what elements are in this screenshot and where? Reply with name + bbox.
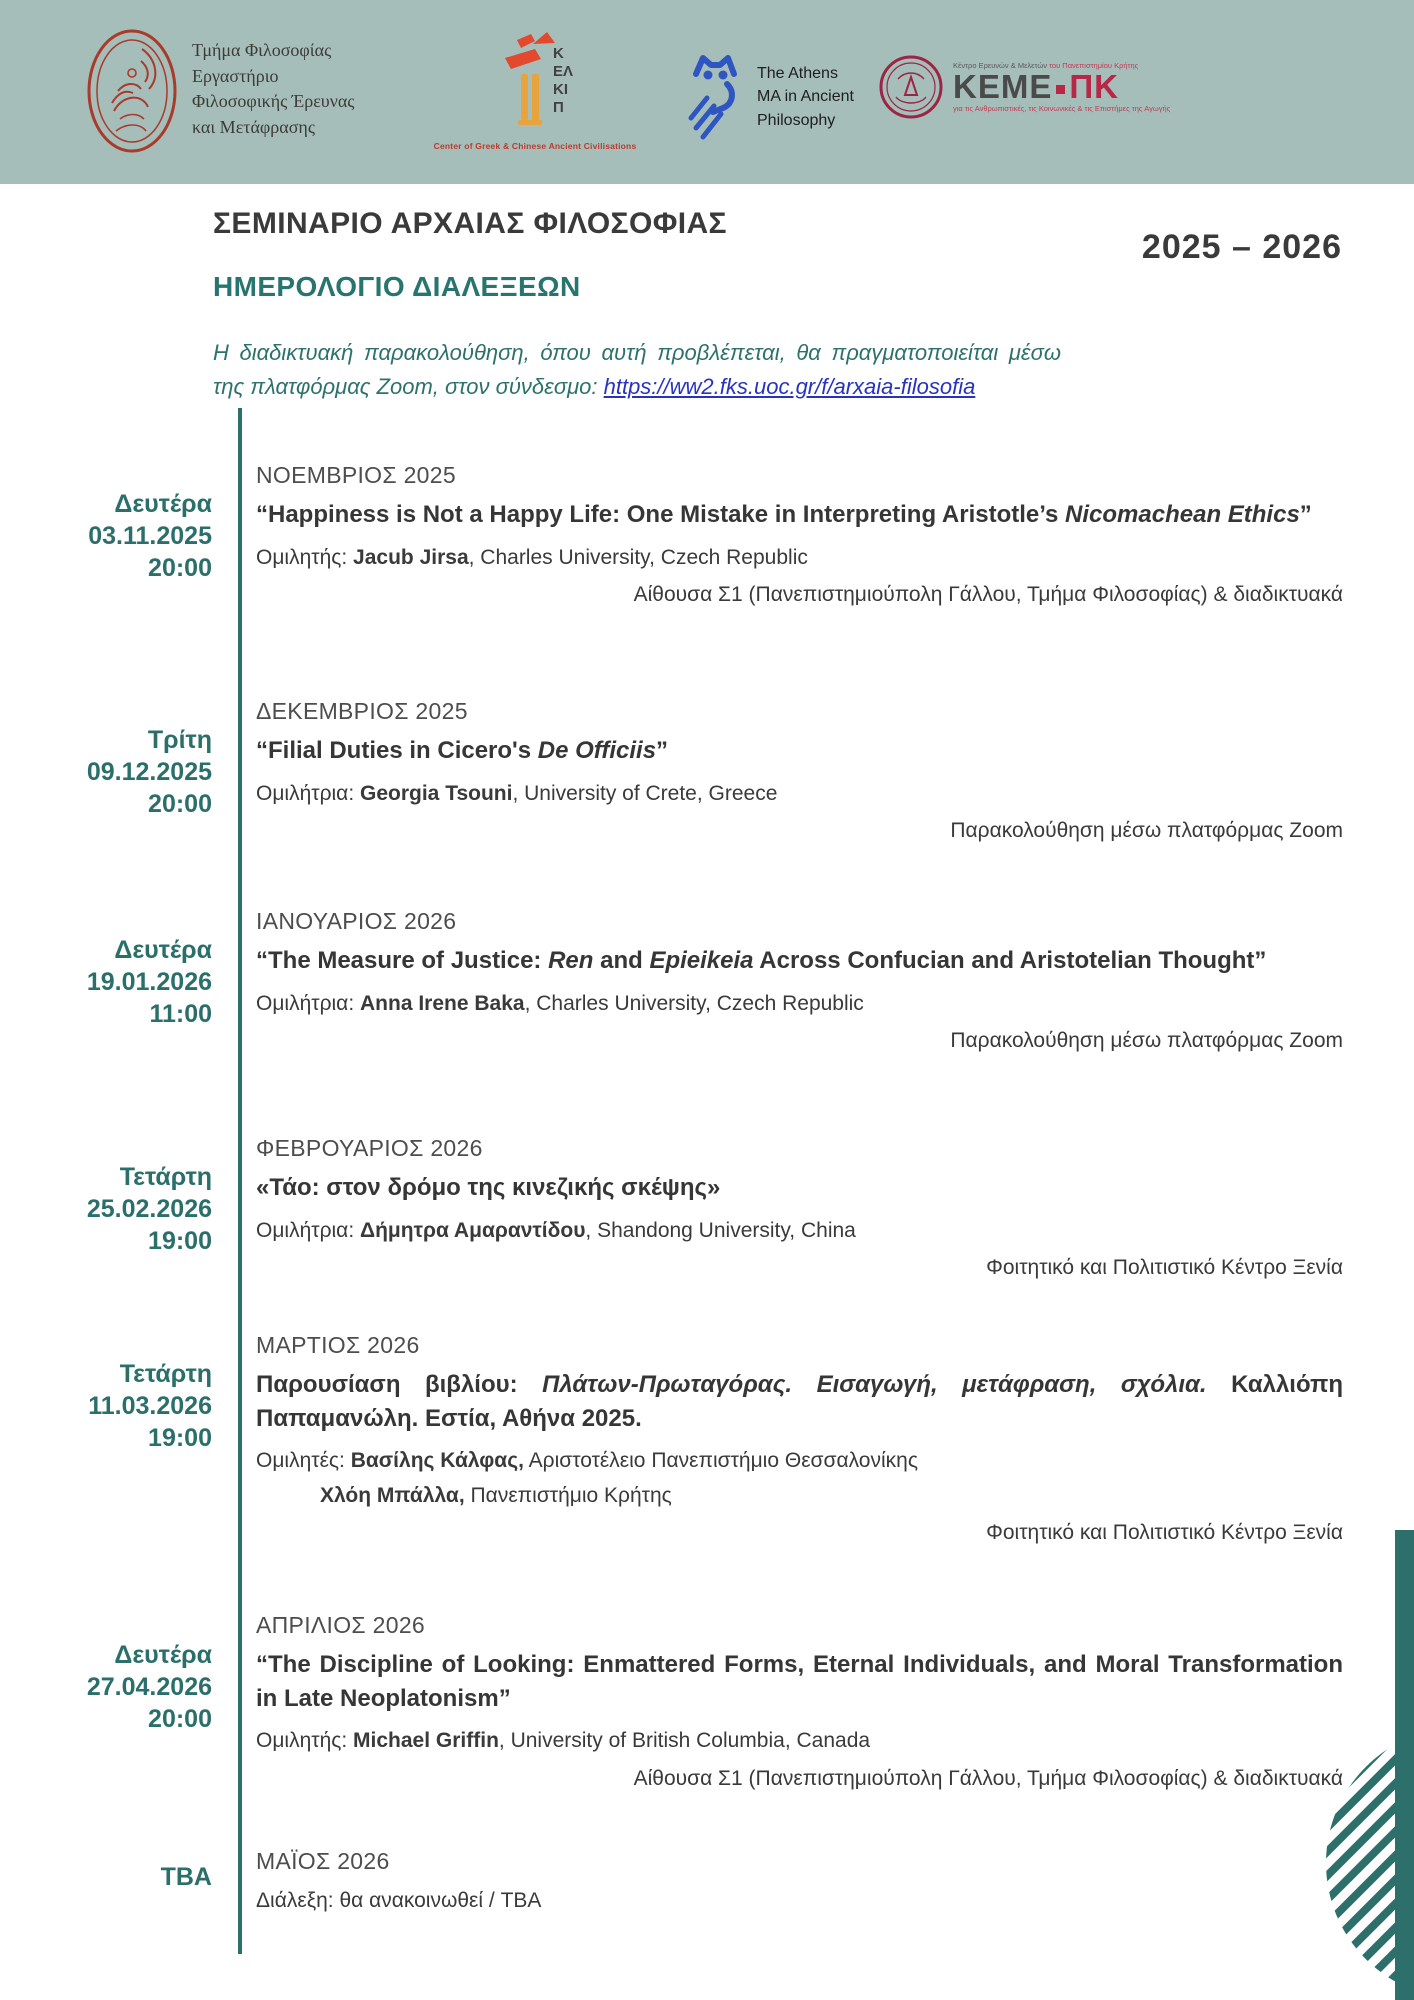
keme-separator-icon xyxy=(1056,85,1065,94)
event-speaker-line: Ομιλήτρια: Δήμητρα Αμαραντίδου, Shandong University, China xyxy=(256,1218,856,1242)
event-date-line: TBA xyxy=(160,1863,212,1891)
event-date-line: 19.01.2026 xyxy=(86,967,212,996)
event-speaker-line: Ομιλητής: Michael Griffin, University of British Columbia, Canada xyxy=(256,1729,871,1753)
event-speakers xyxy=(256,1886,1343,1916)
uoc-line: Εργαστήριο xyxy=(192,65,279,86)
uoc-line: και Μετάφρασης xyxy=(192,116,315,137)
keme-label xyxy=(953,61,1170,114)
event-title: “The Measure of Justice: Ren and Epieikeia Across Confucian and Aristotelian Thought” xyxy=(256,947,1267,974)
philosophy-department-label xyxy=(192,38,354,140)
academic-year: 2025 – 2026 xyxy=(1141,228,1342,266)
event-date-line: 19:00 xyxy=(148,1226,212,1255)
event-date xyxy=(0,462,212,607)
uoc-line: Φιλοσοφικής Έρευνας xyxy=(192,91,355,112)
event-date xyxy=(0,908,212,1053)
event-date-line: 11:00 xyxy=(149,999,212,1028)
event-venue: Αίθουσα Σ1 (Πανεπιστημιούπολη Γάλλου, Τμήμα Φιλοσοφίας) & διαδικτυακά xyxy=(633,1766,1343,1790)
svg-text:ΚΕΛΚΙΠ: Κ ΕΛ ΚΙ Π xyxy=(553,45,574,116)
event-speakers xyxy=(256,779,1343,809)
event-date-line: Τετάρτη xyxy=(119,1163,212,1191)
event-date-line: 25.02.2026 xyxy=(86,1194,212,1223)
event-date-line: Τρίτη xyxy=(147,726,212,754)
intro-text: Η διαδικτυακή παρακολούθηση, όπου αυτή προβλέπεται, θα πραγματοποιείται μέσω της πλατφόρμας Zoom, στον σύνδεσμο: xyxy=(213,340,1061,400)
event-body xyxy=(256,1612,1343,1791)
event-date-line: 20:00 xyxy=(148,789,212,818)
event-venue: Παρακολούθηση μέσω πλατφόρμας Zoom xyxy=(950,1029,1343,1053)
event-body xyxy=(256,462,1343,607)
event-body xyxy=(256,698,1343,843)
event-date-line: 20:00 xyxy=(148,553,212,582)
event-date xyxy=(0,1612,212,1791)
page-subtitle: ΗΜΕΡΟΛΟΓΙΟ ΔΙΑΛΕΞΕΩΝ xyxy=(213,271,581,302)
event-date-line: Δευτέρα xyxy=(114,936,212,964)
event-speaker-line: Ομιλητής: Jacub Jirsa, Charles University, Czech Republic xyxy=(256,545,808,569)
keme-bottom-caption: για τις Ανθρωπιστικές, τις Κοινωνικές & τις Επιστήμες της Αγωγής xyxy=(953,104,1171,114)
event-date-line: 20:00 xyxy=(148,1704,212,1733)
event-title: «Τάο: στον δρόμο της κινεζικής σκέψης» xyxy=(256,1174,721,1201)
event-speakers xyxy=(256,1446,1343,1511)
event-date xyxy=(0,698,212,843)
event-body xyxy=(256,1135,1343,1280)
zoom-link[interactable]: https://ww2.fks.uoc.gr/f/arxaia-filosofia xyxy=(603,374,976,400)
event-month: ΦΕΒΡΟΥΑΡΙΟΣ 2026 xyxy=(256,1135,483,1161)
event-title: “Happiness is Not a Happy Life: One Mistake in Interpreting Aristotle’s Nicomachean Ethics” xyxy=(256,501,1312,528)
athens-line: MA in Ancient xyxy=(757,88,854,106)
event-venue: Φοιτητικό και Πολιτιστικό Κέντρο Ξενία xyxy=(986,1256,1343,1280)
event-venue: Φοιτητικό και Πολιτιστικό Κέντρο Ξενία xyxy=(986,1521,1343,1545)
event-row xyxy=(0,1612,1414,1791)
event-date-line: Δευτέρα xyxy=(114,1641,212,1669)
event-speaker-line: Χλόη Μπάλλα, Πανεπιστήμιο Κρήτης xyxy=(320,1483,672,1507)
striped-circle-decoration-icon xyxy=(1326,1727,1395,2000)
event-date-line: 09.12.2025 xyxy=(86,757,212,786)
intro-paragraph xyxy=(213,336,1061,404)
event-row xyxy=(0,1332,1414,1545)
athens-ma-label xyxy=(757,62,854,132)
university-of-crete-seal-icon xyxy=(86,27,178,155)
event-row xyxy=(0,698,1414,843)
header-band xyxy=(0,0,1414,184)
event-body xyxy=(256,1848,1343,1916)
event-row xyxy=(0,462,1414,607)
event-row xyxy=(0,908,1414,1053)
uoc-line: Τμήμα Φιλοσοφίας xyxy=(192,40,332,60)
event-venue: Παρακολούθηση μέσω πλατφόρμας Zoom xyxy=(950,819,1343,843)
owl-icon xyxy=(683,52,745,142)
event-title: Παρουσίαση βιβλίου: Πλάτων-Πρωταγόρας. Εισαγωγή, μετάφραση, σχόλια. Καλλιόπη Παπαμανώλη. Εστία, Αθήνα 2025. xyxy=(256,1371,1343,1432)
event-speakers xyxy=(256,1216,1343,1246)
event-date-line: 11.03.2026 xyxy=(88,1391,212,1420)
event-title: “The Discipline of Looking: Enmattered Forms, Eternal Individuals, and Moral Transformation in Late Neoplatonism” xyxy=(256,1651,1343,1712)
athens-line: The Athens xyxy=(757,65,838,83)
keme-wordmark: ΚΕΜΕ ΠΚ xyxy=(953,67,1120,105)
kelkip-emblem-icon xyxy=(487,28,583,134)
event-date-line: 03.11.2025 xyxy=(88,521,212,550)
kelkip-caption: Center of Greek & Chinese Ancient Civilisations xyxy=(433,141,637,151)
event-date xyxy=(0,1332,212,1545)
event-date xyxy=(0,1848,212,1916)
event-title: “Filial Duties in Cicero's De Officiis” xyxy=(256,737,669,764)
event-body xyxy=(256,1332,1343,1545)
kelkip-logo xyxy=(430,28,640,151)
event-month: ΜΑΡΤΙΟΣ 2026 xyxy=(256,1332,420,1358)
event-month: ΑΠΡΙΛΙΟΣ 2026 xyxy=(256,1612,425,1638)
event-month: ΙΑΝΟΥΑΡΙΟΣ 2026 xyxy=(256,908,457,934)
event-body xyxy=(256,908,1343,1053)
event-row xyxy=(0,1848,1414,1916)
athens-line: Philosophy xyxy=(757,111,836,129)
athens-ma-logo xyxy=(683,52,854,142)
page-title: ΣΕΜΙΝΑΡΙΟ ΑΡΧΑΙΑΣ ΦΙΛΟΣΟΦΙΑΣ xyxy=(213,207,727,240)
event-date-line: 19:00 xyxy=(148,1423,212,1452)
event-speaker-line: Ομιλήτρια: Anna Irene Baka, Charles University, Czech Republic xyxy=(256,991,864,1015)
event-venue: Αίθουσα Σ1 (Πανεπιστημιούπολη Γάλλου, Τμήμα Φιλοσοφίας) & διαδικτυακά xyxy=(633,583,1343,607)
event-speaker-line: Διάλεξη: θα ανακοινωθεί / TBA xyxy=(256,1889,542,1912)
event-speakers xyxy=(256,989,1343,1019)
event-speakers xyxy=(256,543,1343,573)
event-speaker-line: Ομιλήτρια: Georgia Tsouni, University of Crete, Greece xyxy=(256,781,778,805)
event-month: ΜΑΪΟΣ 2026 xyxy=(256,1848,390,1874)
event-date-line: 27.04.2026 xyxy=(86,1672,212,1701)
event-speaker-line: Ομιλητές: Βασίλης Κάλφας, Αριστοτέλειο Πανεπιστήμιο Θεσσαλονίκης xyxy=(256,1449,918,1473)
event-date-line: Δευτέρα xyxy=(114,490,212,518)
keme-top-caption: Κέντρο Ερευνών & Μελετών του Πανεπιστημίου Κρήτης xyxy=(953,60,1139,70)
keme-seal-icon xyxy=(878,53,944,121)
event-month: ΝΟΕΜΒΡΙΟΣ 2025 xyxy=(256,462,456,488)
event-row xyxy=(0,1135,1414,1280)
keme-logo xyxy=(878,53,1170,121)
event-speakers xyxy=(256,1726,1343,1756)
event-date-line: Τετάρτη xyxy=(119,1360,212,1388)
event-date xyxy=(0,1135,212,1280)
right-accent-bar xyxy=(1395,1530,1414,2000)
event-month: ΔΕΚΕΜΒΡΙΟΣ 2025 xyxy=(256,698,468,724)
